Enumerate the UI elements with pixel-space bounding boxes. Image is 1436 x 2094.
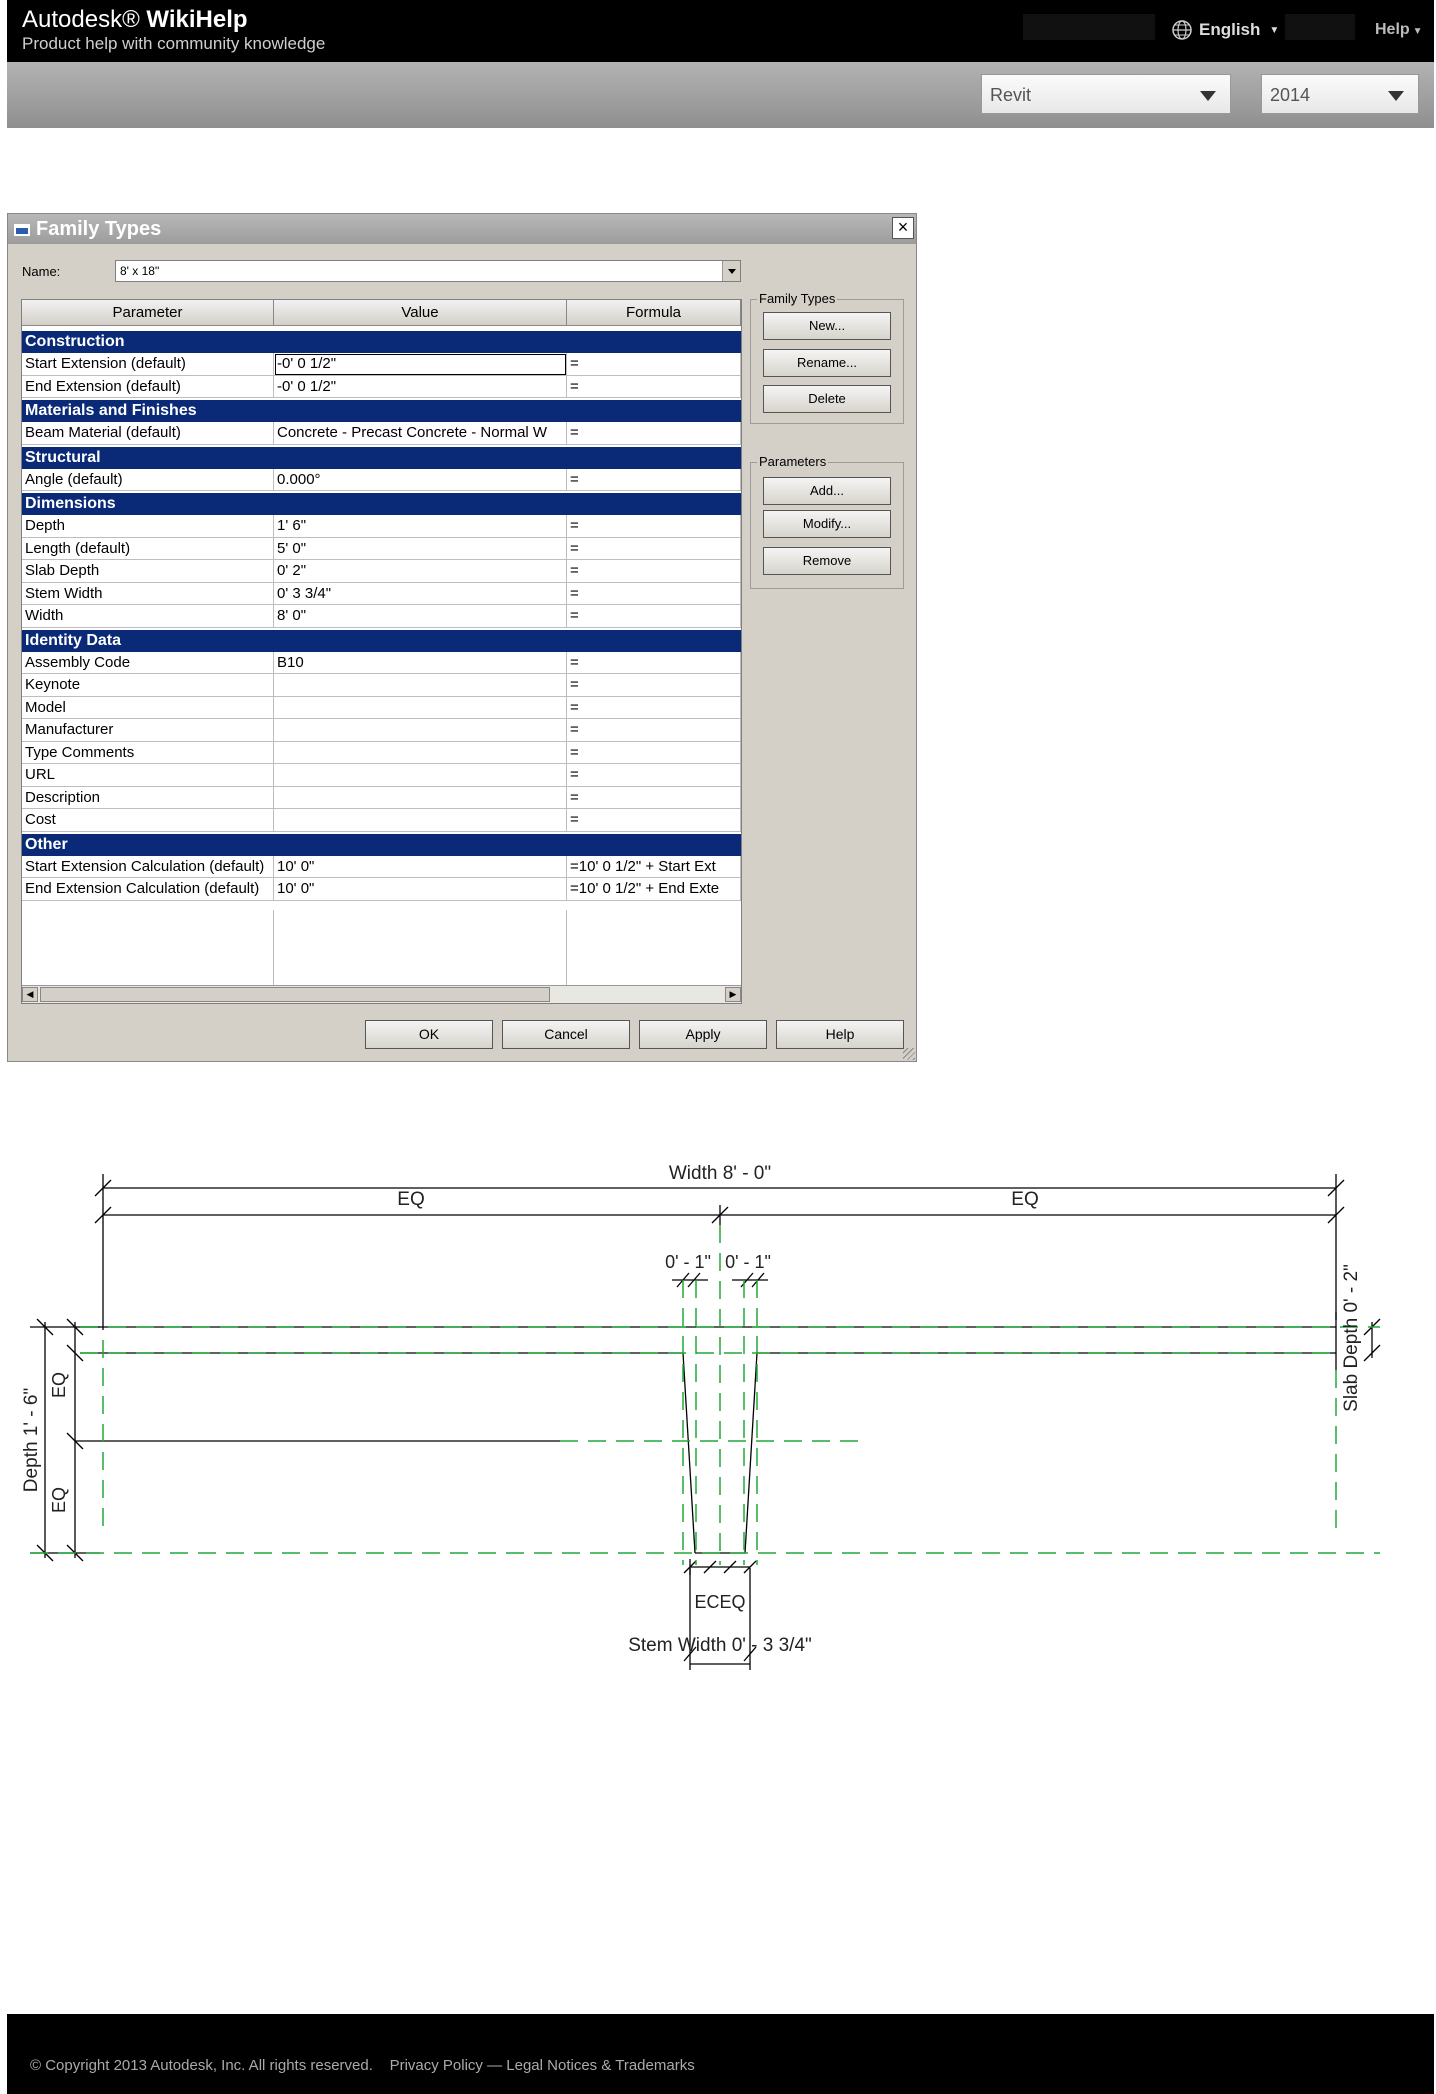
parameter-value-cell[interactable]: -0' 0 1/2"	[274, 376, 567, 399]
brand-tagline: Product help with community knowledge	[22, 34, 326, 53]
privacy-policy-link[interactable]: Privacy Policy	[389, 2057, 483, 2074]
help-menu[interactable]	[1375, 21, 1423, 39]
parameter-formula-cell[interactable]: =	[567, 809, 741, 832]
parameter-name-cell: URL	[22, 764, 274, 787]
ok-button[interactable]: OK	[365, 1020, 493, 1049]
name-combobox[interactable]	[115, 260, 741, 282]
parameter-formula-cell[interactable]: =	[567, 538, 741, 561]
eq-label-right: EQ	[1011, 1189, 1039, 1210]
parameter-value-cell[interactable]: 10' 0"	[274, 878, 567, 901]
group-header[interactable]: Materials and Finishes	[22, 400, 741, 422]
copyright-text: © Copyright 2013 Autodesk, Inc. All rights reserved.	[30, 2057, 373, 2074]
parameter-name-cell: Cost	[22, 809, 274, 832]
parameter-name-cell: Description	[22, 787, 274, 810]
parameter-value-cell[interactable]: 0' 2"	[274, 560, 567, 583]
parameter-value-cell[interactable]: 8' 0"	[274, 605, 567, 628]
dropdown-arrow-icon	[1200, 91, 1216, 101]
header-blank-slot	[1023, 14, 1155, 40]
parameter-name-cell: Width	[22, 605, 274, 628]
parameter-formula-cell[interactable]: =	[567, 764, 741, 787]
parameter-formula-cell[interactable]: =	[567, 674, 741, 697]
window-icon	[14, 224, 30, 236]
parameter-value-cell[interactable]	[274, 719, 567, 742]
parameter-row[interactable]	[22, 787, 741, 810]
legal-notices-link[interactable]: Legal Notices & Trademarks	[506, 2057, 695, 2074]
parameter-formula-cell[interactable]: =	[567, 469, 741, 492]
parameter-formula-cell[interactable]: =	[567, 787, 741, 810]
parameter-row[interactable]	[22, 605, 741, 628]
rename-type-button[interactable]: Rename...	[763, 349, 891, 377]
resize-grip-icon[interactable]	[903, 1048, 915, 1060]
language-label: English	[1199, 20, 1261, 39]
globe-icon	[1171, 19, 1193, 41]
brand-name: WikiHelp	[146, 6, 248, 33]
parameters-group-label: Parameters	[759, 454, 827, 469]
column-header-value[interactable]: Value	[274, 300, 567, 326]
parameter-row[interactable]	[22, 422, 741, 445]
parameter-name-cell: End Extension (default)	[22, 376, 274, 399]
parameter-name-cell: End Extension Calculation (default)	[22, 878, 274, 901]
modify-parameter-button[interactable]: Modify...	[763, 510, 891, 538]
eq-label-lower: EQ	[49, 1486, 69, 1514]
eceq-label: ECEQ	[694, 1592, 746, 1612]
parameter-formula-cell[interactable]: =	[567, 353, 741, 376]
width-dimension-label: Width 8' - 0"	[668, 1163, 772, 1184]
parameter-value-cell[interactable]: B10	[274, 652, 567, 675]
help-menu-label: Help	[1375, 21, 1410, 38]
parameter-value-cell[interactable]	[274, 697, 567, 720]
cancel-button[interactable]: Cancel	[502, 1020, 630, 1049]
dialog-title-bar[interactable]	[8, 214, 916, 244]
footer-text	[30, 2057, 695, 2074]
name-combobox-value: 8' x 18"	[120, 264, 160, 278]
parameter-row[interactable]	[22, 376, 741, 399]
parameter-name-cell: Slab Depth	[22, 560, 274, 583]
name-label: Name:	[22, 264, 61, 279]
brand-prefix: Autodesk®	[22, 6, 140, 33]
parameter-name-cell: Assembly Code	[22, 652, 274, 675]
parameter-formula-cell[interactable]: =	[567, 697, 741, 720]
site-logo[interactable]	[22, 6, 325, 54]
new-type-button[interactable]: New...	[763, 312, 891, 340]
parameter-value-cell[interactable]: 1' 6"	[274, 515, 567, 538]
parameter-value-cell[interactable]: 5' 0"	[274, 538, 567, 561]
parameter-formula-cell[interactable]: =	[567, 742, 741, 765]
parameter-value-cell[interactable]: -0' 0 1/2"	[274, 353, 567, 376]
scroll-left-icon[interactable]: ◀	[22, 987, 38, 1002]
product-bar	[7, 62, 1434, 128]
family-types-dialog	[7, 213, 917, 1062]
beam-section-drawing	[0, 1150, 1436, 1670]
parameter-formula-cell[interactable]: =	[567, 515, 741, 538]
parameter-formula-cell[interactable]: =	[567, 719, 741, 742]
family-types-group-label: Family Types	[759, 291, 836, 306]
parameter-formula-cell[interactable]: =	[567, 376, 741, 399]
delete-type-button[interactable]: Delete	[763, 385, 891, 413]
chevron-down-icon: ▼	[1412, 26, 1423, 37]
column-header-formula[interactable]: Formula	[567, 300, 741, 326]
parameter-name-cell: Start Extension (default)	[22, 353, 274, 376]
dropdown-arrow-icon	[1388, 91, 1404, 101]
chevron-down-icon: ▼	[1269, 24, 1280, 36]
top-header	[7, 0, 1434, 62]
chevron-down-icon[interactable]	[722, 261, 740, 281]
eq-label-left: EQ	[397, 1189, 425, 1210]
dialog-title: Family Types	[36, 218, 162, 240]
language-menu[interactable]	[1171, 19, 1279, 41]
depth-label: Depth 1' - 6"	[21, 1387, 42, 1493]
parameter-name-cell: Depth	[22, 515, 274, 538]
parameter-value-cell[interactable]: 10' 0"	[274, 856, 567, 879]
parameter-value-cell[interactable]	[274, 787, 567, 810]
year-select-value: 2014	[1270, 85, 1311, 105]
parameter-row[interactable]	[22, 583, 741, 606]
parameter-value-cell[interactable]	[274, 674, 567, 697]
parameter-value-cell[interactable]: 0' 3 3/4"	[274, 583, 567, 606]
parameter-formula-cell[interactable]: =10' 0 1/2" + Start Ext	[567, 856, 741, 879]
parameter-formula-cell[interactable]: =	[567, 652, 741, 675]
family-types-group	[750, 291, 904, 424]
group-header[interactable]: Other	[22, 834, 741, 856]
remove-parameter-button[interactable]: Remove	[763, 547, 891, 575]
parameter-name-cell: Angle (default)	[22, 469, 274, 492]
year-select[interactable]	[1261, 74, 1419, 114]
parameter-row[interactable]	[22, 878, 741, 901]
parameter-value-cell[interactable]: 0.000°	[274, 469, 567, 492]
slab-depth-label: Slab Depth 0' - 2"	[1341, 1264, 1362, 1412]
parameter-row[interactable]	[22, 469, 741, 492]
parameter-row[interactable]	[22, 515, 741, 538]
parameter-row[interactable]	[22, 719, 741, 742]
parameter-formula-cell[interactable]: =	[567, 583, 741, 606]
parameter-name-cell: Stem Width	[22, 583, 274, 606]
group-header[interactable]: Identity Data	[22, 630, 741, 652]
parameter-name-cell: Type Comments	[22, 742, 274, 765]
footer-separator: —	[487, 2057, 503, 2074]
parameter-value-cell[interactable]	[274, 809, 567, 832]
parameter-row[interactable]	[22, 697, 741, 720]
eq-label-upper: EQ	[49, 1371, 69, 1399]
close-button[interactable]: ×	[892, 217, 914, 239]
page-footer	[7, 2014, 1434, 2094]
parameter-name-cell: Start Extension Calculation (default)	[22, 856, 274, 879]
parameters-group	[750, 454, 904, 589]
product-select[interactable]	[981, 74, 1231, 114]
parameter-row[interactable]	[22, 353, 741, 376]
parameters-grid	[21, 299, 742, 1004]
parameter-row[interactable]	[22, 856, 741, 879]
parameter-row[interactable]	[22, 809, 741, 832]
parameter-name-cell: Beam Material (default)	[22, 422, 274, 445]
parameter-name-cell: Model	[22, 697, 274, 720]
grid-empty-area	[22, 910, 741, 985]
scrollbar-thumb[interactable]	[40, 987, 550, 1002]
group-header[interactable]: Construction	[22, 331, 741, 353]
parameter-name-cell: Manufacturer	[22, 719, 274, 742]
left-offset-label: 0' - 1"	[665, 1252, 711, 1272]
scroll-right-icon[interactable]: ▶	[725, 987, 741, 1002]
parameter-row[interactable]	[22, 652, 741, 675]
product-select-value: Revit	[990, 85, 1032, 105]
parameter-row[interactable]	[22, 560, 741, 583]
header-blank-slot	[1285, 14, 1355, 40]
column-header-parameter[interactable]: Parameter	[22, 300, 274, 326]
parameter-row[interactable]	[22, 764, 741, 787]
parameter-value-cell[interactable]	[274, 742, 567, 765]
parameter-name-cell: Keynote	[22, 674, 274, 697]
parameter-formula-cell[interactable]: =10' 0 1/2" + End Exte	[567, 878, 741, 901]
parameter-formula-cell[interactable]: =	[567, 605, 741, 628]
stem-width-label: Stem Width 0' - 3 3/4"	[628, 1635, 812, 1656]
help-button[interactable]: Help	[776, 1020, 904, 1049]
parameter-value-cell[interactable]	[274, 764, 567, 787]
parameter-row[interactable]	[22, 742, 741, 765]
group-header[interactable]: Dimensions	[22, 493, 741, 515]
add-parameter-button[interactable]: Add...	[763, 477, 891, 505]
grid-header	[22, 300, 741, 326]
apply-button[interactable]: Apply	[639, 1020, 767, 1049]
parameter-formula-cell[interactable]: =	[567, 422, 741, 445]
horizontal-scrollbar[interactable]	[22, 985, 741, 1003]
parameter-row[interactable]	[22, 674, 741, 697]
parameter-value-cell[interactable]: Concrete - Precast Concrete - Normal W	[274, 422, 567, 445]
parameter-formula-cell[interactable]: =	[567, 560, 741, 583]
parameter-name-cell: Length (default)	[22, 538, 274, 561]
right-offset-label: 0' - 1"	[725, 1252, 771, 1272]
grid-rows	[22, 329, 741, 901]
group-header[interactable]: Structural	[22, 447, 741, 469]
parameter-row[interactable]	[22, 538, 741, 561]
